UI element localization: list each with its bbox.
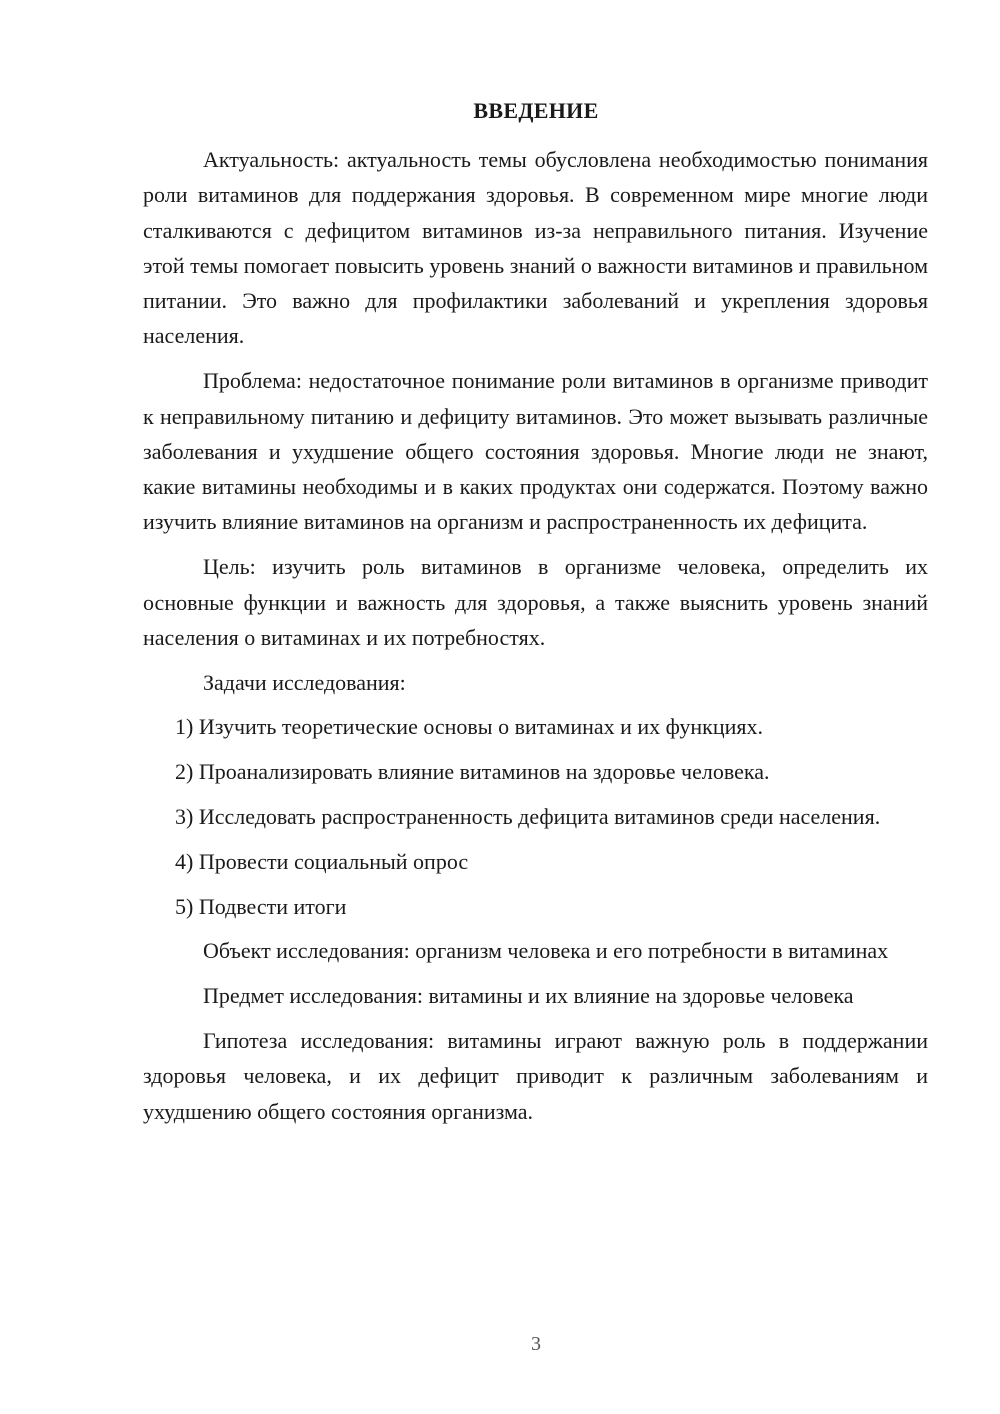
paragraph-relevance: Актуальность: актуальность темы обусловлена необходимостью понимания роли витаминов для поддержания здоровья. В современном мире многие люди сталкиваются с дефицитом витаминов из-за неправильного питания. Изучение этой темы помогает повысить уровень знаний о важности витаминов и правильном питании. Это важно для профилактики заболеваний и укрепления здоровья населения. — [143, 147, 928, 349]
task-item-1: 1) Изучить теоретические основы о витаминах и их функциях. — [175, 714, 764, 740]
document-body — [143, 142, 928, 1129]
task-item-4: 4) Провести социальный опрос — [175, 848, 469, 874]
paragraph-object: Объект исследования: организм человека и его потребности в витаминах — [203, 938, 889, 964]
task-item-3: 3) Исследовать распространенность дефицита витаминов среди населения. — [175, 804, 881, 830]
tasks-heading: Задачи исследования: — [203, 669, 406, 695]
paragraph-hypothesis: Гипотеза исследования: витамины играют важную роль в поддержании здоровья человека, и их дефицит приводит к различным заболеваниям и ухудшению общего состояния организма. — [143, 1028, 928, 1124]
document-title: ВВЕДЕНИЕ — [473, 98, 599, 123]
paragraph-problem: Проблема: недостаточное понимание роли витаминов в организме приводит к неправильному питанию и дефициту витаминов. Это может вызывать различные заболевания и ухудшение общего состояния здоровья. Многие люди не знают, какие витамины необходимы и в каких продуктах они содержатся. Поэтому важно изучить влияние витаминов на организм и распространенность их дефицита. — [143, 368, 928, 535]
paragraph-goal: Цель: изучить роль витаминов в организме человека, определить их основные функции и важность для здоровья, а также выяснить уровень знаний населения о витаминах и их потребностях. — [143, 554, 928, 650]
paragraph-subject: Предмет исследования: витамины и их влияние на здоровье человека — [203, 983, 854, 1009]
task-item-5: 5) Подвести итоги — [175, 893, 347, 919]
page-number: 3 — [531, 1333, 541, 1355]
task-item-2: 2) Проанализировать влияние витаминов на здоровье человека. — [175, 759, 770, 785]
